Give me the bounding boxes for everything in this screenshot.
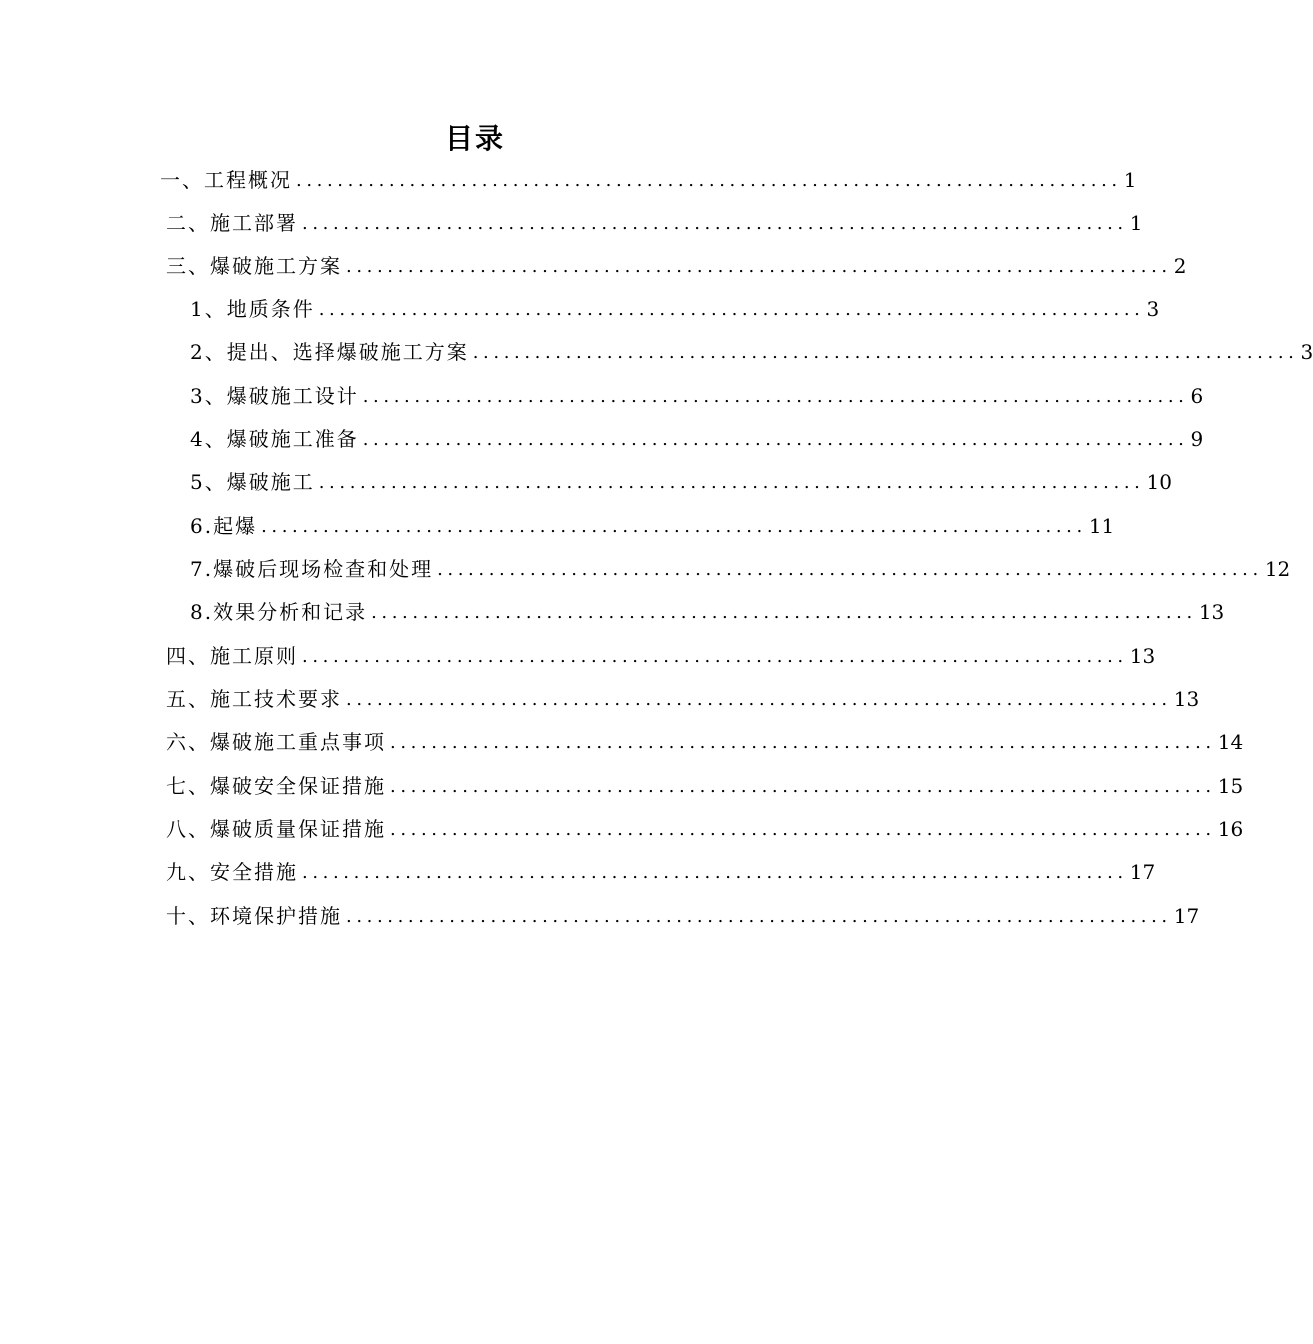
page-title: 目录 [444,121,505,155]
toc-entry-page: 17 [1173,904,1200,928]
toc-entry-page: 13 [1173,687,1200,711]
toc-entry-label: 五、施工技术要求 [166,687,342,711]
toc-entry-page: 15 [1217,774,1244,798]
toc-entry-page: 12 [1264,557,1291,581]
toc-entry-label: 八、爆破质量保证措施 [166,817,386,841]
toc-entry-page: 13 [1198,600,1225,624]
toc-dot-leader: ................................................................................ [318,299,1145,320]
toc-entry[interactable] [166,202,1143,245]
toc-dot-leader: ................................................................................ [302,646,1128,667]
toc-entry-label: 九、安全措施 [166,860,298,884]
toc-dot-leader: ................................................................................ [302,862,1128,883]
toc-entry-page: 6 [1190,384,1204,408]
toc-entry-label: 2、提出、选择爆破施工方案 [190,340,469,364]
toc-dot-leader: ................................................................................ [390,732,1216,753]
toc-dot-leader: ................................................................................ [362,429,1189,450]
toc-entry-label: 4、爆破施工准备 [190,427,359,451]
toc-entry-page: 13 [1129,644,1156,668]
toc-entry[interactable] [190,505,1115,548]
toc-dot-leader: ................................................................................ [346,906,1172,927]
toc-entry[interactable] [166,678,1200,721]
toc-entry[interactable] [190,591,1225,634]
toc-entry[interactable] [166,765,1244,808]
toc-entry-page: 2 [1173,254,1187,278]
toc-entry-label: 7.爆破后现场检查和处理 [190,557,434,581]
toc-dot-leader: ................................................................................ [346,689,1172,710]
toc-entry-label: 四、施工原则 [166,644,298,668]
toc-entry-label: 七、爆破安全保证措施 [166,774,386,798]
toc-entry[interactable] [190,375,1204,418]
toc-entry[interactable] [190,461,1172,504]
toc-entry-page: 3 [1146,297,1160,321]
toc-entry[interactable] [166,245,1187,288]
toc-entry-page: 9 [1190,427,1204,451]
toc-entry-page: 1 [1129,211,1143,235]
toc-entry[interactable] [160,159,1137,202]
toc-entry[interactable] [166,895,1200,938]
toc-dot-leader: ................................................................................ [472,342,1299,363]
toc-dot-leader: ................................................................................ [302,213,1128,234]
toc-dot-leader: ................................................................................ [261,516,1087,537]
toc-entry-page: 1 [1123,168,1137,192]
toc-entry-page: 3 [1300,340,1313,364]
toc-entry-label: 6.起爆 [190,514,258,538]
toc-entry-label: 一、工程概况 [160,168,292,192]
toc-entry-page: 10 [1146,470,1172,494]
toc-entry[interactable] [166,635,1156,678]
toc-entry-label: 六、爆破施工重点事项 [166,730,386,754]
toc-entry-page: 11 [1088,514,1115,538]
toc-dot-leader: ................................................................................ [371,602,1197,623]
toc-entry[interactable] [166,721,1244,764]
toc-entry-page: 17 [1129,860,1156,884]
toc-entry[interactable] [166,851,1156,894]
toc-entry[interactable] [190,288,1160,331]
toc-entry-label: 5、爆破施工 [190,470,315,494]
toc-dot-leader: ................................................................................ [346,256,1172,277]
toc-dot-leader: ................................................................................ [390,819,1216,840]
toc-entry-label: 3、爆破施工设计 [190,384,359,408]
toc-entry[interactable] [190,418,1204,461]
toc-dot-leader: ................................................................................ [318,472,1145,493]
toc-entry-label: 三、爆破施工方案 [166,254,342,278]
toc-dot-leader: ................................................................................ [390,776,1216,797]
toc-entry-label: 1、地质条件 [190,297,315,321]
toc-entry-label: 二、施工部署 [166,211,298,235]
toc-entry[interactable] [190,331,1313,374]
toc-entry[interactable] [190,548,1291,591]
toc-entry-label: 十、环境保护措施 [166,904,342,928]
toc-dot-leader: ................................................................................ [437,559,1263,580]
toc-entry-page: 16 [1217,817,1244,841]
toc-entry-label: 8.效果分析和记录 [190,600,368,624]
toc-dot-leader: ................................................................................ [362,386,1189,407]
toc-entry[interactable] [166,808,1244,851]
toc-dot-leader: ................................................................................ [296,170,1122,191]
toc-entry-page: 14 [1217,730,1244,754]
